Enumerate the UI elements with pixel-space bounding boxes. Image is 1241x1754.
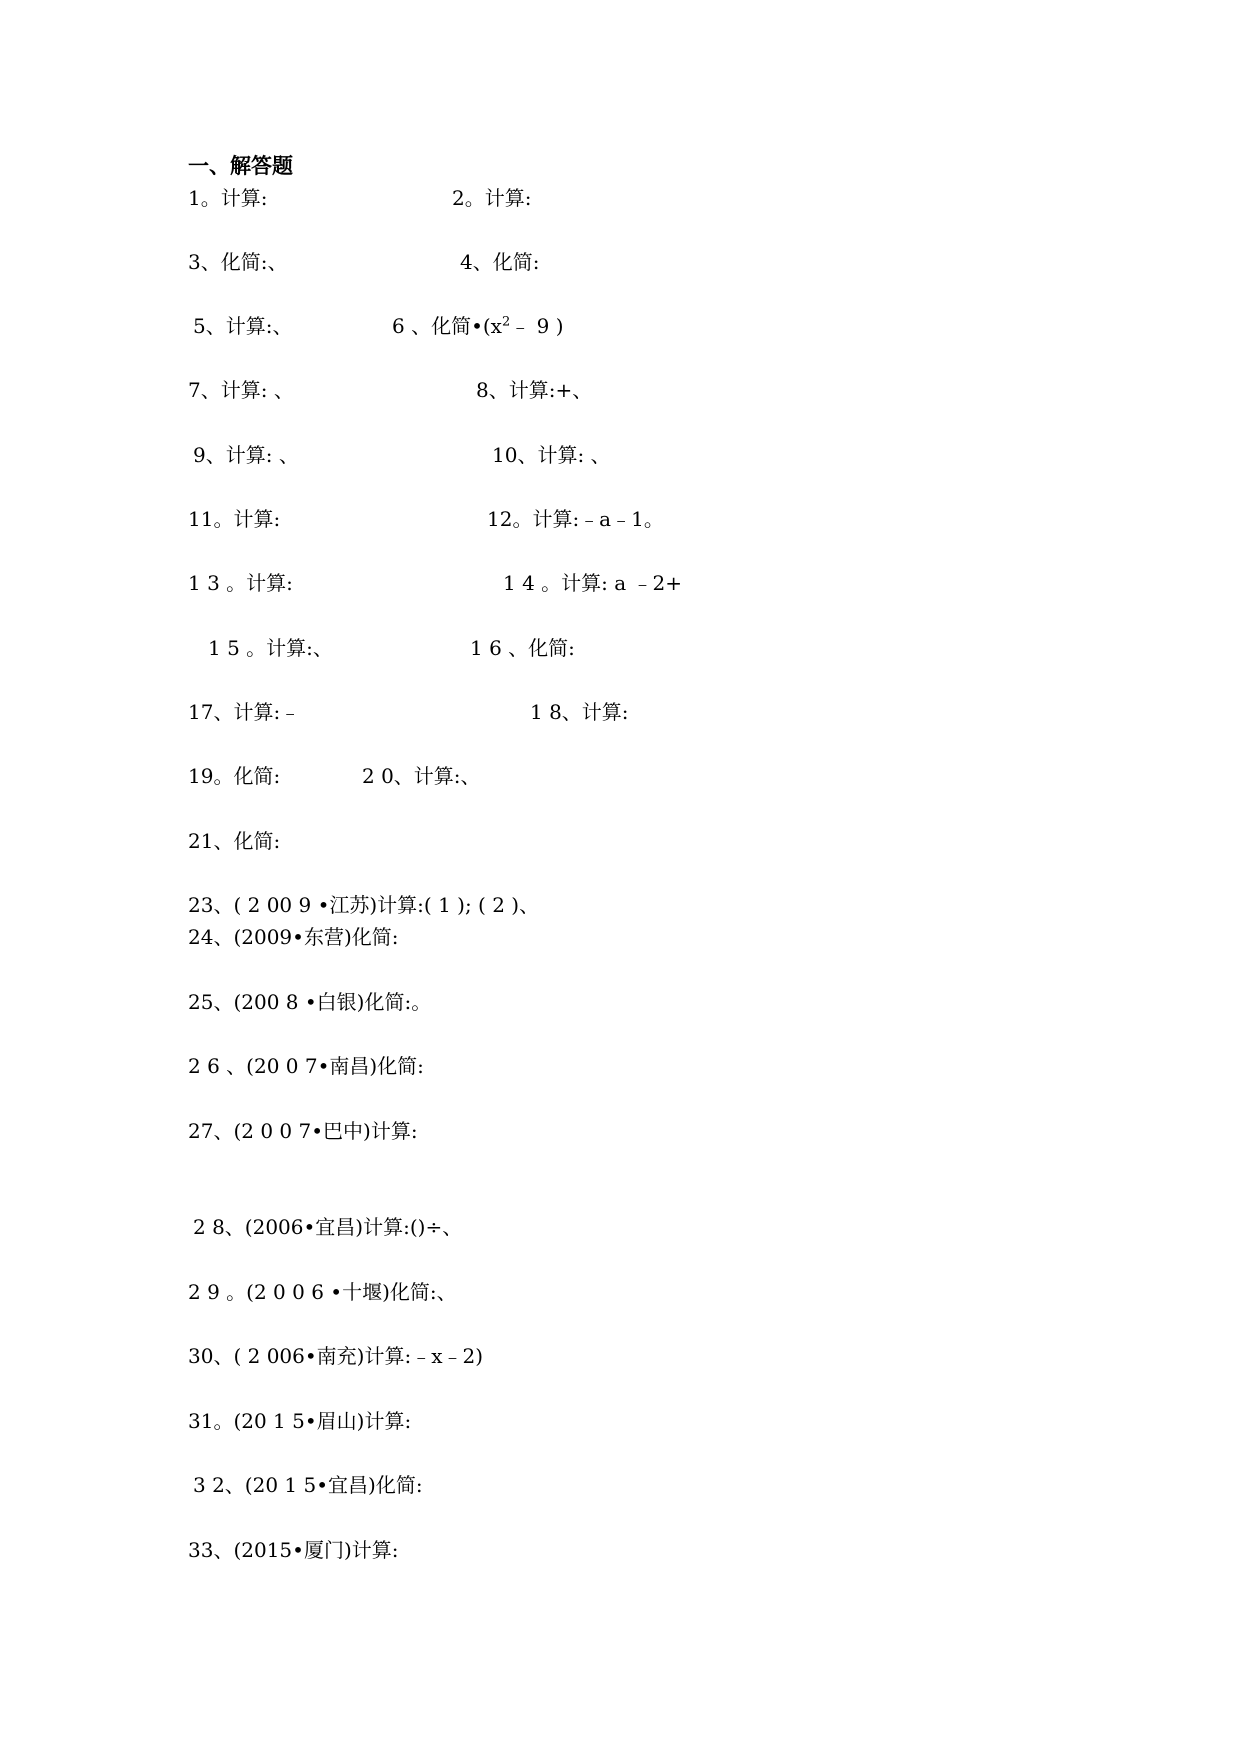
problem-25: 25、(200 8 •白银)化简:。: [188, 990, 432, 1014]
problem-14: 1 4 。计算: a ﹣2+: [503, 571, 683, 595]
problem-6: [392, 312, 564, 340]
problem-6-text-after: ﹣ 9 ): [510, 314, 564, 338]
problem-20: 2 0、计算:、: [362, 764, 481, 788]
problem-18: 1 8、计算:: [530, 700, 629, 724]
problem-13: 1 3 。计算:: [188, 571, 293, 595]
problem-6-text-before: 6 、化简•(x: [392, 314, 502, 338]
problem-32: 3 2、(20 1 5•宜昌)化简:: [193, 1473, 423, 1497]
section-title: 一、解答题: [188, 153, 293, 178]
problem-11: 11。计算:: [188, 507, 281, 531]
problem-23: 23、( 2 00 9 •江苏)计算:( 1 ); ( 2 )、: [188, 893, 540, 917]
problem-31: 31。(20 1 5•眉山)计算:: [188, 1409, 412, 1433]
problem-17: 17、计算:﹣: [188, 700, 301, 724]
problem-5: 5、计算:、: [193, 314, 293, 338]
problem-6-exponent: 2: [501, 314, 511, 330]
problem-19: 19。化简:: [188, 764, 281, 788]
problem-16: 1 6 、化简:: [470, 636, 575, 660]
problem-9: 9、计算: 、: [193, 443, 299, 467]
problem-7: 7、计算: 、: [188, 378, 294, 402]
problem-10: 10、计算: 、: [492, 443, 611, 467]
problem-33: 33、(2015•厦门)计算:: [188, 1538, 399, 1562]
problem-24: 24、(2009•东营)化简:: [188, 925, 399, 949]
problem-27: 27、(2 0 0 7•巴中)计算:: [188, 1119, 418, 1143]
problem-26: 2 6 、(20 0 7•南昌)化简:: [188, 1054, 424, 1078]
problem-29: 2 9 。(2 0 0 6 •十堰)化简:、: [188, 1280, 457, 1304]
problem-1: 1。计算:: [188, 186, 268, 210]
problem-12: 12。计算:﹣a﹣1。: [487, 507, 664, 531]
problem-21: 21、化简:: [188, 829, 281, 853]
problem-2: 2。计算:: [452, 186, 532, 210]
problem-28: 2 8、(2006•宜昌)计算:()÷、: [193, 1215, 463, 1239]
problem-15: 1 5 。计算:、: [208, 636, 333, 660]
problem-3: 3、化简:、: [188, 250, 288, 274]
problem-8: 8、计算:+、: [476, 378, 593, 402]
problem-4: 4、化简:: [460, 250, 540, 274]
problem-30: 30、( 2 006•南充)计算:﹣x﹣2): [188, 1344, 484, 1368]
